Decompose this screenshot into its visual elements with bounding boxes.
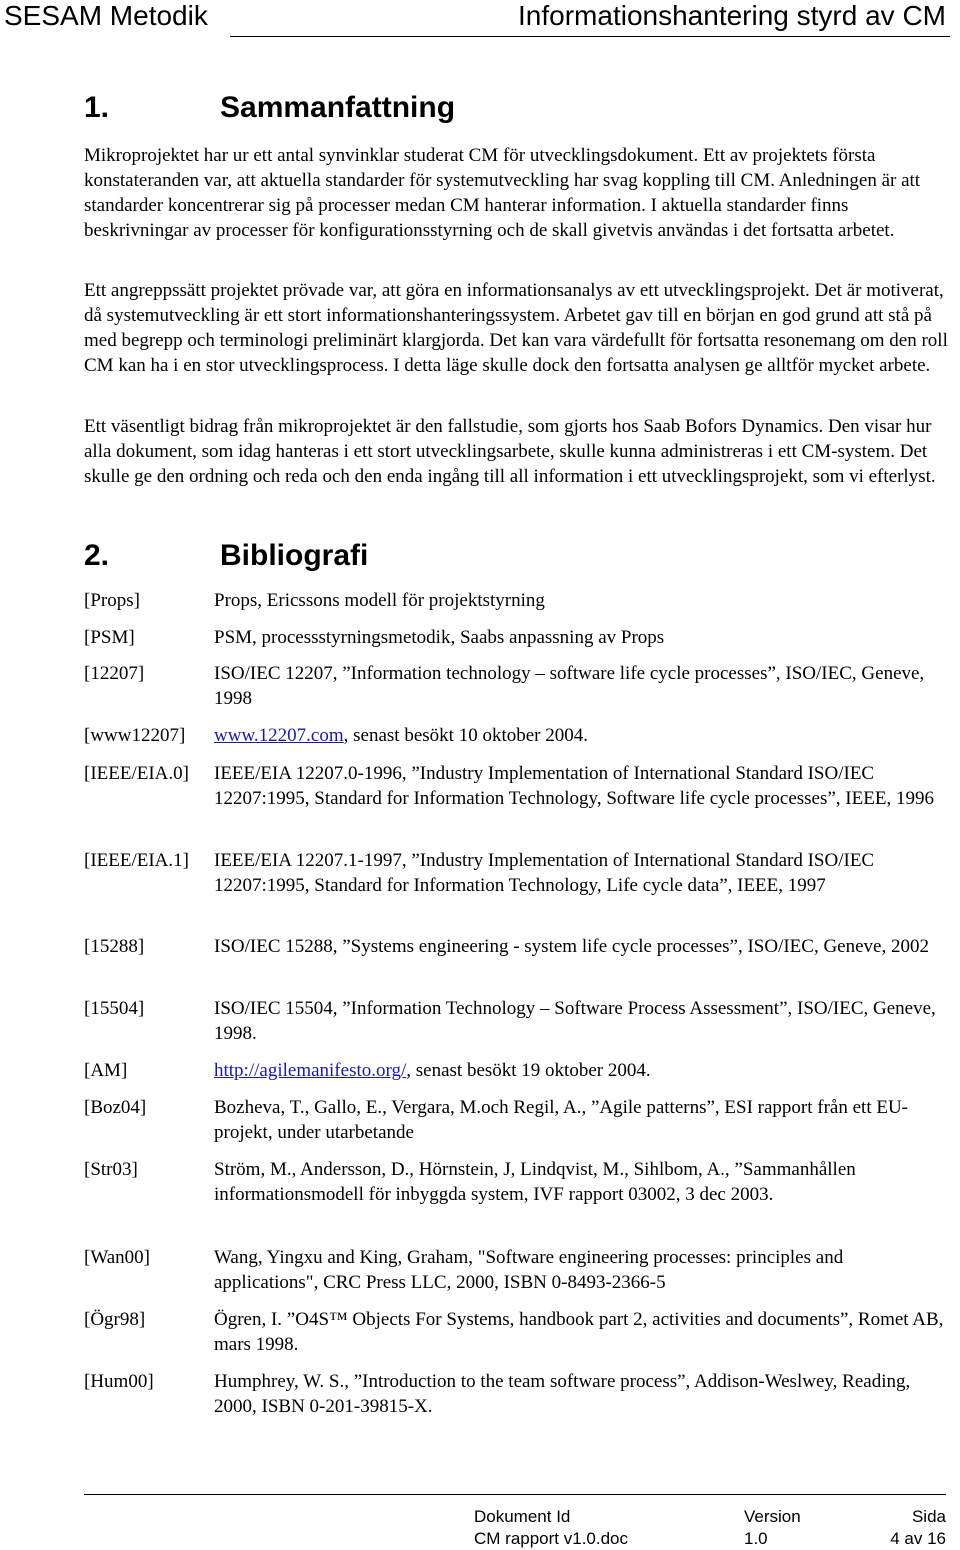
header-left-title: SESAM Metodik — [4, 0, 208, 31]
header-right-title: Informationshantering styrd av CM — [518, 0, 946, 31]
footer-page-label: Sida — [911, 1507, 946, 1526]
page-header — [0, 0, 960, 38]
footer-version-label: Version — [744, 1507, 801, 1526]
bib-key: [PSM] — [84, 627, 135, 648]
bib-text: Bozheva, T., Gallo, E., Vergara, M.och Regil, A., ”Agile patterns”, ESI rapport från ett EU-projekt, under utarbetande — [214, 1097, 909, 1143]
bib-text: IEEE/EIA 12207.0-1996, ”Industry Implementation of International Standard ISO/IEC 12207:1995, Standard for Information Technology, Software life cycle processes”, IEEE, 1996 — [214, 763, 934, 809]
header-rule — [230, 36, 950, 37]
section-2-heading — [84, 539, 368, 573]
bib-key: [IEEE/EIA.0] — [84, 763, 189, 784]
bib-text: PSM, processstyrningsmetodik, Saabs anpassning av Props — [214, 627, 665, 648]
section-1-heading — [84, 91, 455, 125]
bib-text: Props, Ericssons modell för projektstyrning — [214, 590, 545, 611]
footer-version — [744, 1506, 801, 1550]
bib-text-rest: , senast besökt 10 oktober 2004. — [343, 725, 588, 746]
bib-key: [Props] — [84, 590, 140, 611]
footer-version-value: 1.0 — [744, 1529, 768, 1548]
bib-key: [Boz04] — [84, 1097, 147, 1118]
bib-text: IEEE/EIA 12207.1-1997, ”Industry Implementation of International Standard ISO/IEC 12207:1995, Standard for Information Technology, Life cycle data”, IEEE, 1997 — [214, 850, 875, 896]
paragraph-3: Ett väsentligt bidrag från mikroprojektet är den fallstudie, som gjorts hos Saab Bofors Dynamics. Den visar hur alla dokument, som idag hanteras i ett stort utvecklingsarbete, skulle kunna administreras i ett CM-system. Det skulle ge den ordning och reda och den enda ingång till all information i ett utvecklingsprojekt, som vi efterlyst. — [84, 416, 936, 487]
bib-text: ISO/IEC 15288, ”Systems engineering - system life cycle processes”, ISO/IEC, Geneve, 2002 — [214, 936, 929, 957]
bib-text-rest: , senast besökt 19 oktober 2004. — [406, 1060, 651, 1081]
agilemanifesto-link[interactable]: http://agilemanifesto.org/ — [214, 1060, 407, 1081]
bib-key: [Str03] — [84, 1159, 138, 1180]
section-2-number: 2. — [84, 539, 110, 572]
bib-key: [15288] — [84, 936, 145, 957]
bib-key: [12207] — [84, 663, 145, 684]
bib-text: Humphrey, W. S., ”Introduction to the team software process”, Addison-Weslwey, Reading, 2000, ISBN 0-201-39815-X. — [214, 1371, 911, 1417]
footer-page-value: 4 av 16 — [890, 1529, 946, 1548]
bib-key: [www12207] — [84, 725, 186, 746]
footer-document-id — [474, 1506, 628, 1550]
paragraph-1: Mikroprojektet har ur ett antal synvinklar studerat CM för utvecklingsdokument. Ett av projektets första konstateranden var, att aktuella standarder för systemutveckling har svag koppling till CM. Anledningen är att standarder koncentrerar sig på processer medan CM hanterar information. I aktuella standarder finns beskrivningar av processer för konfigurationsstyrning och de skall givetvis användas i det fortsatta arbetet. — [84, 145, 921, 241]
footer-doc-label: Dokument Id — [474, 1507, 571, 1526]
bib-text — [214, 1058, 944, 1083]
bib-key: [Hum00] — [84, 1371, 154, 1392]
bib-text: ISO/IEC 15504, ”Information Technology – Software Process Assessment”, ISO/IEC, Geneve, 1998. — [214, 998, 936, 1044]
bib-key: [Wan00] — [84, 1247, 150, 1268]
footer-doc-value: CM rapport v1.0.doc — [474, 1529, 629, 1548]
bib-key: [IEEE/EIA.1] — [84, 850, 189, 871]
bib-text: Ström, M., Andersson, D., Hörnstein, J, Lindqvist, M., Sihlbom, A., ”Sammanhållen informationsmodell för inbyggda system, IVF rapport 03002, 3 dec 2003. — [214, 1159, 856, 1205]
bib-text: Ögren, I. ”O4S™ Objects For Systems, handbook part 2, activities and documents”, Romet AB, mars 1998. — [214, 1309, 944, 1355]
section-1-title: Sammanfattning — [220, 91, 456, 124]
section-1-number: 1. — [84, 91, 110, 124]
bib-key: [AM] — [84, 1060, 128, 1081]
footer-page — [890, 1506, 946, 1550]
paragraph-2: Ett angreppssätt projektet prövade var, att göra en informationsanalys av ett utvecklingsprojekt. Det är motiverat, då systemutveckling är ett stort informationshanteringssystem. Arbetet gav till en början en god grund att stå på med begrepp och terminologi preliminärt klargjorda. Det kan vara värdefullt för fortsatta resonemang om den roll CM kan ha i en stor utvecklingsprocess. I detta läge skulle dock den fortsatta analysen ge alltför mycket arbete. — [84, 280, 948, 376]
www12207-link[interactable]: www.12207.com — [214, 725, 344, 746]
section-2-title: Bibliografi — [220, 539, 369, 572]
bib-text: Wang, Yingxu and King, Graham, "Software engineering processes: principles and applications", CRC Press LLC, 2000, ISBN 0-8493-2366-5 — [214, 1247, 844, 1293]
footer-rule — [84, 1494, 946, 1495]
bib-text — [214, 723, 944, 748]
bib-key: [15504] — [84, 998, 145, 1019]
bib-text: ISO/IEC 12207, ”Information technology – software life cycle processes”, ISO/IEC, Geneve, 1998 — [214, 663, 925, 709]
bib-key: [Ögr98] — [84, 1309, 146, 1330]
